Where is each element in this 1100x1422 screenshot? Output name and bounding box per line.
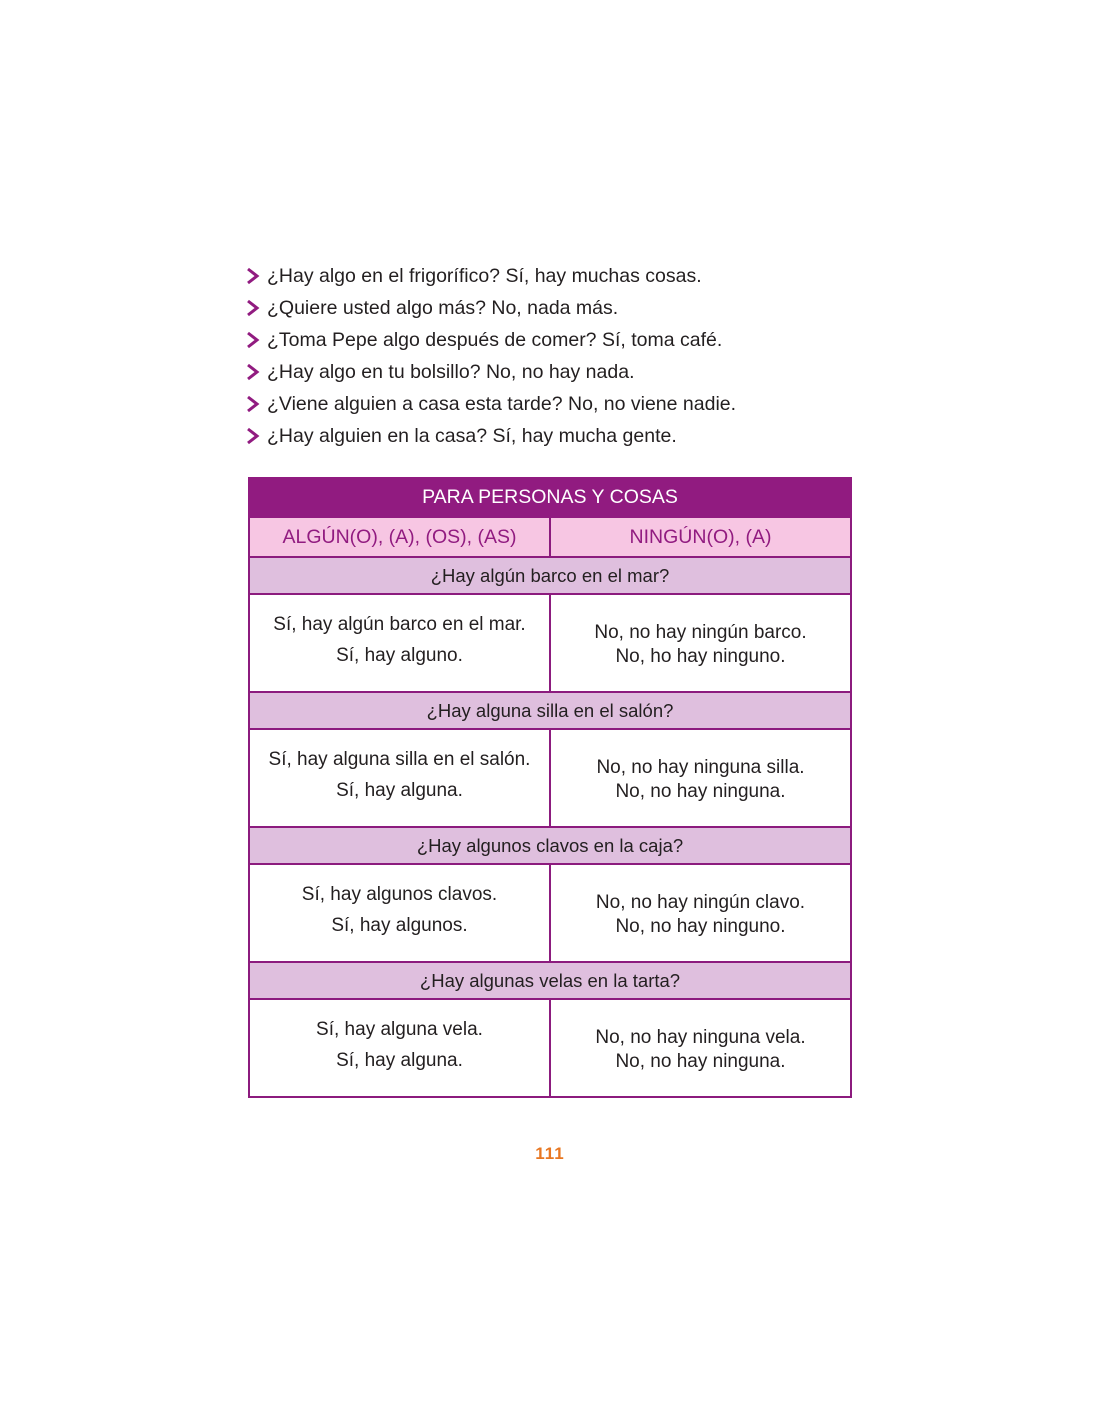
answer-line: No, no hay ningún clavo. — [595, 891, 806, 913]
example-text: ¿Hay alguien en la casa? Sí, hay mucha gente. — [267, 425, 677, 447]
answer-line: Sí, hay alguno. — [336, 645, 463, 666]
example-text: ¿Quiere usted algo más? No, nada más. — [267, 297, 619, 319]
table-title: PARA PERSONAS Y COSAS — [249, 478, 851, 517]
question-row: ¿Hay algunos clavos en la caja? — [249, 827, 851, 864]
column-header-algun: ALGÚN(O), (A), (OS), (AS) — [249, 517, 550, 557]
list-item — [246, 420, 736, 452]
column-header-ningun: NINGÚN(O), (A) — [550, 517, 851, 557]
chevron-right-icon — [246, 330, 260, 350]
answer-line: No, no hay ningún barco. — [594, 621, 807, 643]
positive-answer-cell — [249, 864, 550, 962]
answer-line: Sí, hay algunos. — [331, 915, 468, 936]
negative-answer-cell — [550, 999, 851, 1097]
chevron-right-icon — [246, 426, 260, 446]
answer-line: No, no hay ninguna. — [615, 780, 786, 802]
answer-line: No, no hay ninguna. — [615, 1050, 786, 1072]
answer-line: Sí, hay alguna. — [336, 1050, 463, 1071]
chevron-right-icon — [246, 394, 260, 414]
answer-line: Sí, hay alguna silla en el salón. — [268, 749, 531, 770]
list-item — [246, 356, 736, 388]
answer-line: Sí, hay algunos clavos. — [301, 884, 498, 905]
positive-answer-cell — [249, 999, 550, 1097]
answer-line: No, no hay ninguna vela. — [595, 1026, 806, 1048]
positive-answer-cell — [249, 729, 550, 827]
negative-answer-cell — [550, 864, 851, 962]
list-item — [246, 292, 736, 324]
list-item — [246, 324, 736, 356]
example-list — [246, 260, 736, 452]
grammar-table — [248, 477, 852, 1098]
answer-line: No, no hay ninguna silla. — [596, 756, 805, 778]
list-item — [246, 260, 736, 292]
question-row: ¿Hay algunas velas en la tarta? — [249, 962, 851, 999]
negative-answer-cell — [550, 729, 851, 827]
example-text: ¿Toma Pepe algo después de comer? Sí, toma café. — [267, 329, 723, 351]
question-row: ¿Hay algún barco en el mar? — [249, 557, 851, 594]
example-text: ¿Hay algo en el frigorífico? Sí, hay muchas cosas. — [267, 265, 702, 287]
example-text: ¿Hay algo en tu bolsillo? No, no hay nada. — [267, 361, 635, 383]
answer-line: Sí, hay alguna vela. — [316, 1019, 483, 1040]
page-number: 111 — [535, 1144, 565, 1163]
chevron-right-icon — [246, 298, 260, 318]
answer-line: No, ho hay ninguno. — [615, 645, 786, 667]
answer-line: No, no hay ninguno. — [615, 915, 786, 937]
question-row: ¿Hay alguna silla en el salón? — [249, 692, 851, 729]
negative-answer-cell — [550, 594, 851, 692]
answer-line: Sí, hay algún barco en el mar. — [273, 614, 526, 635]
positive-answer-cell — [249, 594, 550, 692]
answer-line: Sí, hay alguna. — [336, 780, 463, 801]
chevron-right-icon — [246, 266, 260, 286]
example-text: ¿Viene alguien a casa esta tarde? No, no viene nadie. — [267, 393, 737, 415]
chevron-right-icon — [246, 362, 260, 382]
list-item — [246, 388, 736, 420]
